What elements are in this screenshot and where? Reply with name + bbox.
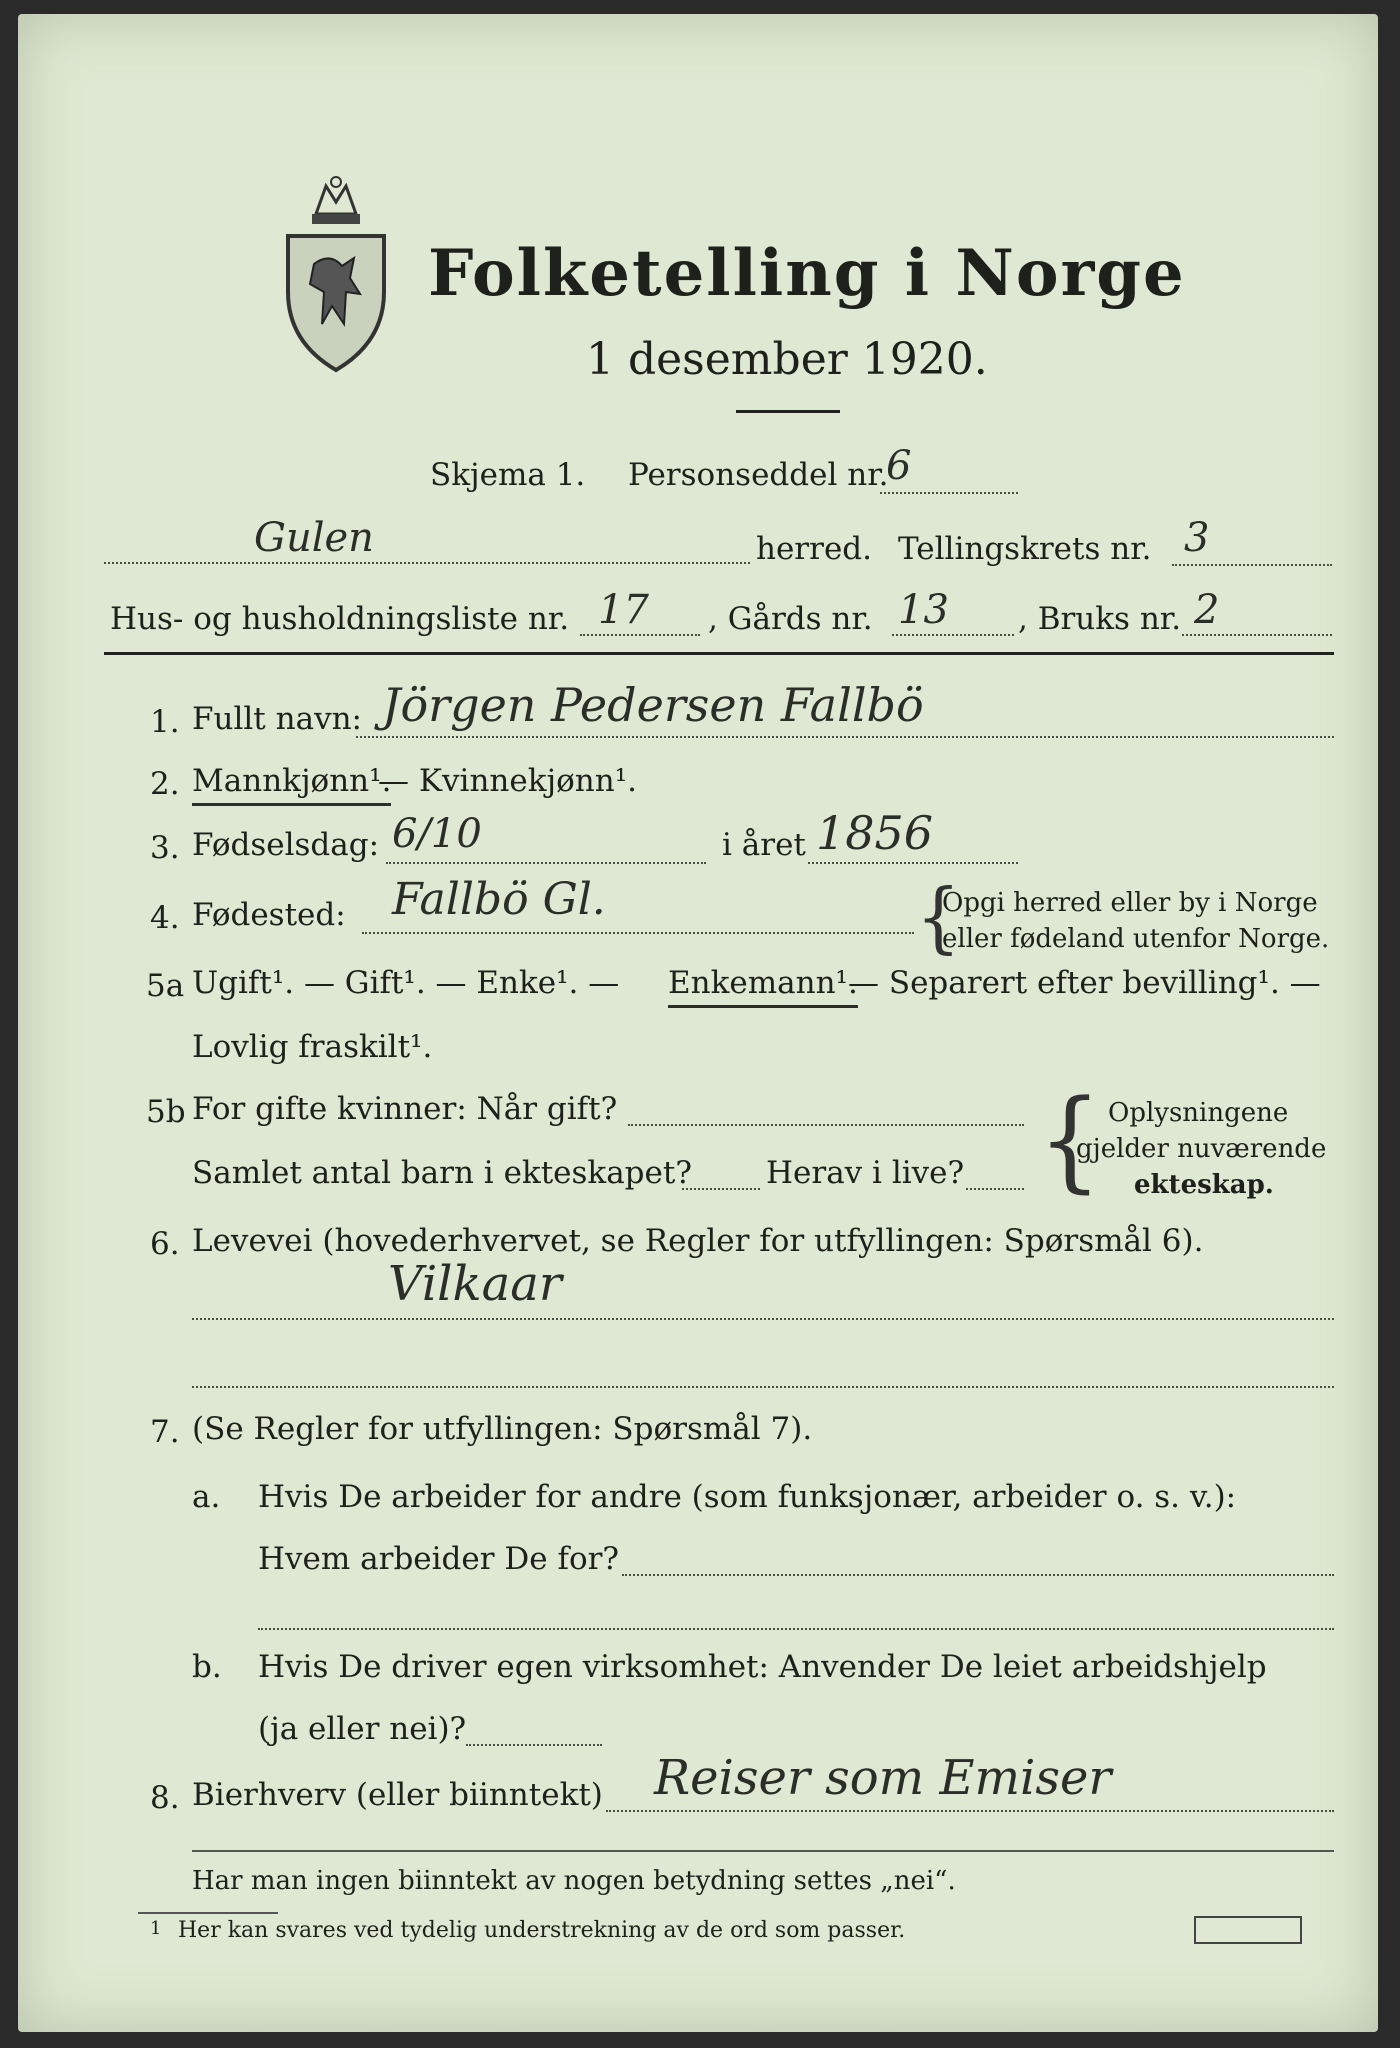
q6-number: 6. xyxy=(150,1226,180,1262)
q5b-note-line3: ekteskap. xyxy=(1134,1170,1274,1200)
q5b-herav-field-line xyxy=(966,1188,1024,1190)
footer-divider xyxy=(192,1850,1334,1852)
bruks-value: 2 xyxy=(1194,587,1220,633)
q5b-note-line2: gjelder nuværende xyxy=(1076,1134,1327,1164)
q6-field-line-1 xyxy=(192,1318,1334,1320)
q5b-nar-gift-field-line xyxy=(628,1124,1024,1126)
q5a-number: 5a xyxy=(146,968,185,1004)
personseddel-field-line xyxy=(880,492,1018,494)
q7a-letter: a. xyxy=(192,1479,221,1515)
q7b-label-line2: (ja eller nei)? xyxy=(258,1711,467,1747)
q5a-options-line2: Lovlig fraskilt¹. xyxy=(192,1029,433,1065)
hus-value: 17 xyxy=(598,587,649,633)
q5b-note-line1: Oplysningene xyxy=(1108,1098,1289,1128)
q8-number: 8. xyxy=(150,1780,180,1816)
q3-year-label: i året xyxy=(722,827,806,863)
q4-label: Fødested: xyxy=(192,897,346,933)
q7a-label-line2: Hvem arbeider De for? xyxy=(258,1541,620,1577)
footnote-divider xyxy=(138,1912,278,1914)
q7-number: 7. xyxy=(150,1414,180,1450)
q4-note-line2: eller fødeland utenfor Norge. xyxy=(942,924,1330,954)
tellingskrets-value: 3 xyxy=(1184,515,1210,561)
q6-value: Vilkaar xyxy=(388,1256,562,1312)
hus-label: Hus- og husholdningsliste nr. xyxy=(110,601,570,637)
q5b-barn-field-line xyxy=(682,1188,760,1190)
q4-number: 4. xyxy=(150,900,180,936)
footer-note: Har man ingen biinntekt av nogen betydning settes „nei“. xyxy=(192,1866,956,1896)
header-divider xyxy=(104,652,1334,655)
q7b-field-line xyxy=(466,1744,602,1746)
q7a-label-line1: Hvis De arbeider for andre (som funksjonær, arbeider o. s. v.): xyxy=(258,1479,1237,1515)
q5b-note-brace: { xyxy=(1038,1075,1102,1204)
gards-field-line xyxy=(892,634,1014,636)
footnote-text: Her kan svares ved tydelig understrekning av de ord som passer. xyxy=(178,1918,906,1943)
herred-value: Gulen xyxy=(254,515,374,561)
bruks-label: , Bruks nr. xyxy=(1018,601,1182,637)
q8-value: Reiser som Emiser xyxy=(654,1750,1112,1806)
q2-kvinnekjonn: — Kvinnekjønn¹. xyxy=(378,763,637,799)
q8-label: Bierhverv (eller biinntekt) xyxy=(192,1777,603,1813)
q3-field-line xyxy=(386,862,706,864)
tellingskrets-field-line xyxy=(1172,564,1332,566)
herred-field-line xyxy=(104,562,750,564)
q3-label: Fødselsdag: xyxy=(192,827,380,863)
q7b-letter: b. xyxy=(192,1649,222,1685)
printer-stamp xyxy=(1194,1916,1302,1944)
q5a-enkemann-underlined: Enkemann¹. xyxy=(668,968,858,1008)
q5a-options-part2: — Separert efter bevilling¹. — xyxy=(848,965,1321,1001)
q5b-herav-label: Herav i live? xyxy=(766,1155,965,1191)
q7-label: (Se Regler for utfyllingen: Spørsmål 7). xyxy=(192,1411,813,1447)
form-title: Folketelling i Norge xyxy=(428,236,1186,311)
q3-number: 3. xyxy=(150,830,180,866)
q6-field-line-2 xyxy=(192,1386,1334,1388)
personseddel-label: Personseddel nr. xyxy=(628,457,889,493)
q3-year-value: 1856 xyxy=(816,806,934,860)
q5b-nar-gift-label: For gifte kvinner: Når gift? xyxy=(192,1091,618,1127)
coat-of-arms-icon xyxy=(280,174,392,374)
q1-field-line xyxy=(356,736,1334,738)
q3-year-field-line xyxy=(808,862,1018,864)
q1-value: Jörgen Pedersen Fallbö xyxy=(382,678,924,732)
q4-note-line1: Opgi herred eller by i Norge xyxy=(942,888,1318,918)
title-rule xyxy=(736,410,840,413)
herred-label: herred. xyxy=(756,531,872,567)
q1-label: Fullt navn: xyxy=(192,701,362,737)
q5a-options-part1: Ugift¹. — Gift¹. — Enke¹. — xyxy=(192,965,620,1001)
census-date: 1 desember 1920. xyxy=(586,334,988,385)
q7a-field-line-2 xyxy=(258,1628,1334,1630)
q7a-field-line-1 xyxy=(622,1574,1334,1576)
q8-field-line xyxy=(606,1810,1334,1812)
footnote-mark: 1 xyxy=(150,1918,162,1939)
bruks-field-line xyxy=(1182,634,1332,636)
skjema-label: Skjema 1. xyxy=(430,457,586,493)
tellingskrets-label: Tellingskrets nr. xyxy=(898,531,1152,567)
gards-value: 13 xyxy=(898,587,949,633)
q4-note-brace: { xyxy=(916,871,961,963)
q7b-label-line1: Hvis De driver egen virksomhet: Anvender De leiet arbeidshjelp xyxy=(258,1649,1267,1685)
q2-mannkjonn-underlined: Mannkjønn¹. xyxy=(192,766,391,806)
q5b-number: 5b xyxy=(146,1094,186,1130)
q4-value: Fallbö Gl. xyxy=(392,874,606,925)
hus-field-line xyxy=(580,634,700,636)
census-form-sheet xyxy=(18,14,1378,2032)
q2-number: 2. xyxy=(150,766,180,802)
q4-field-line xyxy=(362,932,914,934)
q3-value: 6/10 xyxy=(392,811,482,857)
personseddel-value: 6 xyxy=(886,443,912,489)
q5b-barn-label: Samlet antal barn i ekteskapet? xyxy=(192,1155,692,1191)
q6-label: Levevei (hovederhvervet, se Regler for utfyllingen: Spørsmål 6). xyxy=(192,1223,1204,1259)
q1-number: 1. xyxy=(150,704,180,740)
gards-label: , Gårds nr. xyxy=(708,601,873,637)
